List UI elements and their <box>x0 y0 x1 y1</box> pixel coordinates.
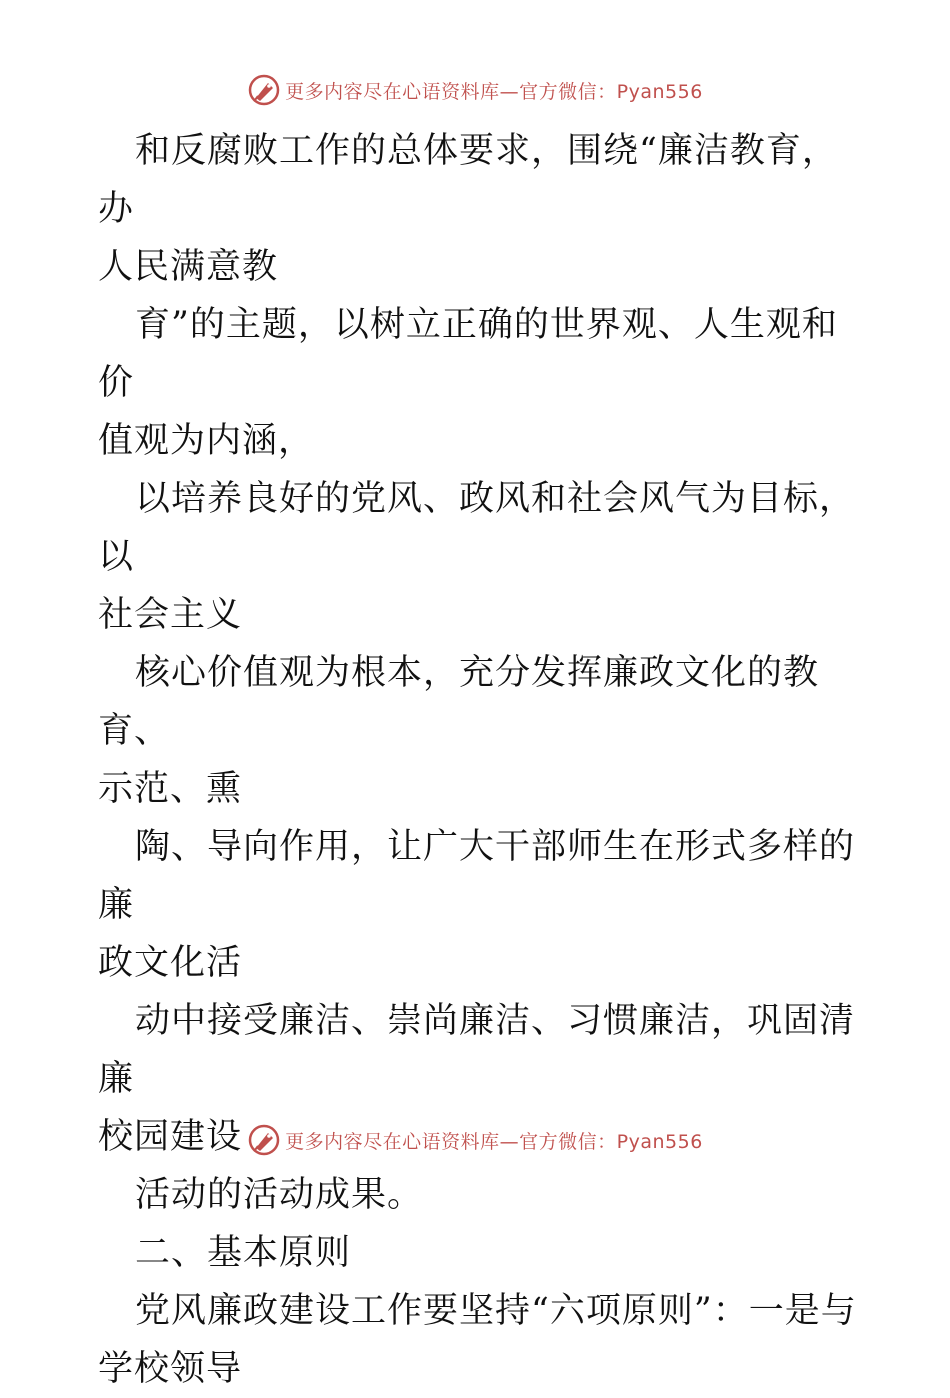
text-line: 学校领导 <box>98 1349 243 1389</box>
text-line: 活动的活动成果。 <box>135 1175 424 1215</box>
document-body <box>98 122 858 1398</box>
text-line: 陶、导向作用，让广大干部师生在形式多样的廉 <box>98 827 856 925</box>
text-line: 值观为内涵， <box>98 421 315 461</box>
text-line: 和反腐败工作的总体要求，围绕“廉洁教育，办 <box>98 131 838 229</box>
text-line: 社会主义 <box>98 595 243 635</box>
text-line: 以培养良好的党风、政风和社会风气为目标，以 <box>98 479 856 577</box>
pen-nib-logo-icon <box>247 1123 281 1157</box>
footer-banner <box>0 1120 950 1160</box>
header-banner <box>0 70 950 110</box>
text-line: 政文化活 <box>98 943 243 983</box>
text-line: 人民满意教 <box>98 247 279 287</box>
text-line: 动中接受廉洁、崇尚廉洁、习惯廉洁，巩固清廉 <box>98 1001 856 1099</box>
footer-text: 更多内容尽在心语资料库—官方微信：Pyan556 <box>285 1130 703 1153</box>
text-line: 核心价值观为根本，充分发挥廉政文化的教育、 <box>98 653 820 751</box>
text-line: 育”的主题，以树立正确的世界观、人生观和价 <box>98 305 838 403</box>
section-heading: 二、基本原则 <box>135 1233 352 1273</box>
text-line: 党风廉政建设工作要坚持“六项原则”：一是与 <box>135 1291 857 1331</box>
text-line: 示范、熏 <box>98 769 243 809</box>
text-line: 校园建设 <box>98 1117 243 1157</box>
header-text: 更多内容尽在心语资料库—官方微信：Pyan556 <box>285 80 703 103</box>
pen-nib-logo-icon <box>247 73 281 107</box>
